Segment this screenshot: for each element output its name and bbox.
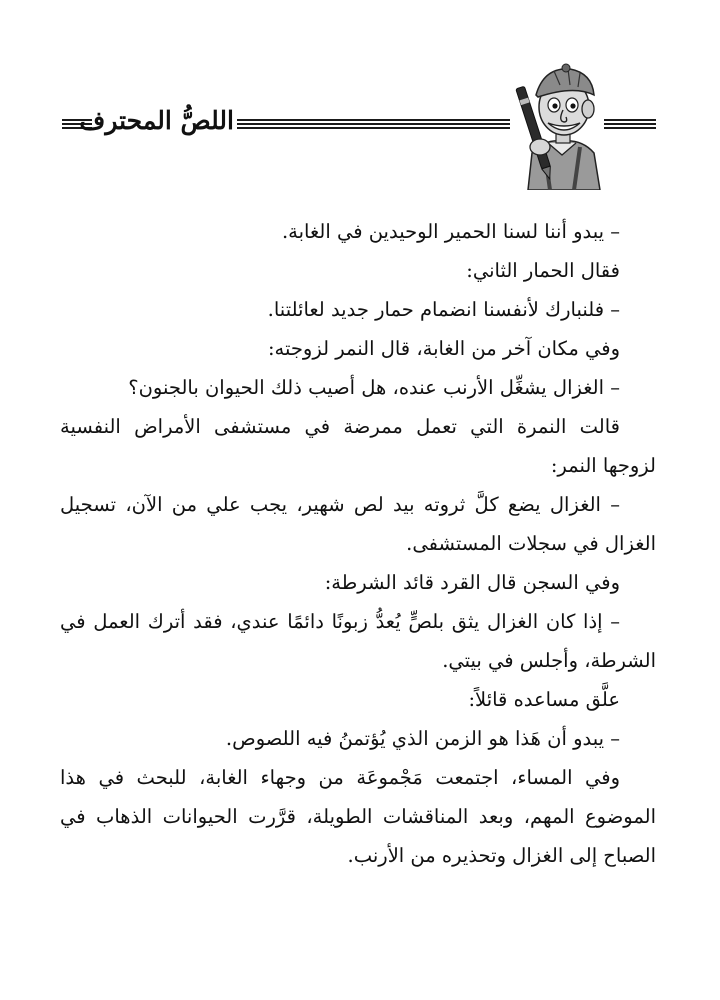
paragraph: فقال الحمار الثاني:	[466, 259, 620, 282]
chapter-title: اللصُّ المحترف	[79, 106, 234, 135]
paragraph: – الغزال يضع كلَّ ثروته بيد لص شهير، يجب علي من الآن، تسجيل الغزال في سجلات المستشفى.	[60, 493, 656, 555]
paragraph: – إذا كان الغزال يثق بلصٍّ يُعدُّ زبونًا دائمًا عندي، فقد أترك العمل في الشرطة، وأجلس في بيتي.	[60, 610, 656, 672]
paragraph: وفي مكان آخر من الغابة، قال النمر لزوجته:	[267, 337, 620, 360]
paragraph: – يبدو أننا لسنا الحمير الوحيدين في الغابة.	[281, 220, 620, 243]
paragraph: – فلنبارك لأنفسنا انضمام حمار جديد لعائلتنا.	[267, 298, 620, 321]
paragraph: – الغزال يشغِّل الأرنب عنده، هل أصيب ذلك الحيوان بالجنون؟	[128, 376, 620, 399]
boy-with-pen-icon	[514, 55, 606, 190]
story-text	[60, 212, 656, 875]
paragraph: وفي المساء، اجتمعت مَجْموعَة من وجهاء الغابة، للبحث في هذا الموضوع المهم، وبعد المناقشات الطويلة، قرَّرت الحيوانات الذهاب في الصباح إلى الغزال وتحذيره من الأرنب.	[60, 766, 656, 867]
paragraph: قالت النمرة التي تعمل ممرضة في مستشفى الأمراض النفسية لزوجها النمر:	[60, 415, 656, 477]
chapter-header	[0, 55, 720, 190]
paragraph: علَّق مساعده قائلاً:	[468, 688, 620, 711]
paragraph: وفي السجن قال القرد قائد الشرطة:	[324, 571, 620, 594]
header-rule-middle	[237, 119, 510, 129]
paragraph: – يبدو أن هَذا هو الزمن الذي يُؤتمنُ فيه اللصوص.	[225, 727, 620, 750]
header-rule-right	[604, 119, 656, 129]
